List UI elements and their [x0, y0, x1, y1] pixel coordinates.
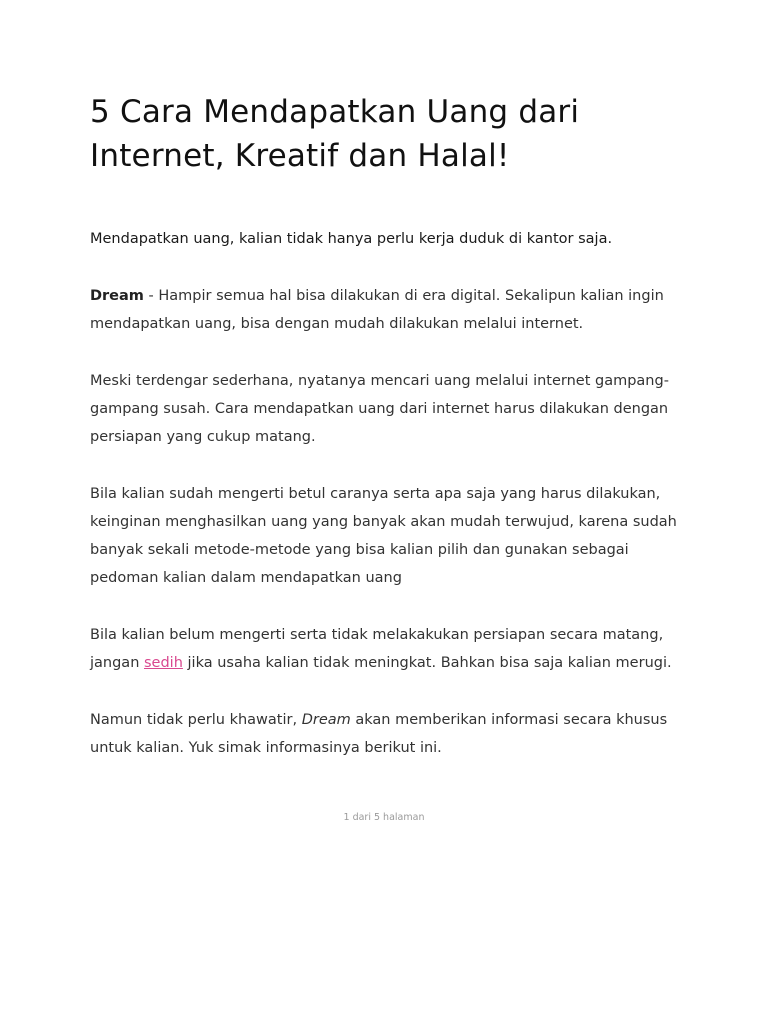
- article-lead: Mendapatkan uang, kalian tidak hanya perlu kerja duduk di kantor saja.: [90, 231, 613, 247]
- sedih-link[interactable]: sedih: [144, 655, 183, 671]
- source-label: Dream: [90, 288, 144, 304]
- paragraph-4-text-before: Bila kalian belum mengerti serta tidak melakakukan persiapan secara matang, jangan: [90, 627, 664, 671]
- article-title: 5 Cara Mendapatkan Uang dari Internet, Kreatif dan Halal!: [90, 94, 580, 174]
- article-body: [90, 282, 690, 791]
- paragraph-5: [90, 706, 690, 762]
- dream-emphasis: Dream: [301, 712, 351, 728]
- paragraph-4-text-after: jika usaha kalian tidak meningkat. Bahkan bisa saja kalian merugi.: [182, 655, 672, 671]
- paragraph-3: Bila kalian sudah mengerti betul caranya serta apa saja yang harus dilakukan, keinginan menghasilkan uang yang banyak akan mudah terwujud, karena sudah banyak sekali metode-metode yang bisa kalian pilih dan gunakan sebagai pedoman kalian dalam mendapatkan uang: [90, 486, 677, 586]
- paragraph-1: [90, 282, 690, 338]
- paragraph-1-text: - Hampir semua hal bisa dilakukan di era digital. Sekalipun kalian ingin mendapatkan uang, bisa dengan mudah dilakukan melalui internet.: [90, 288, 664, 332]
- paragraph-5-text-after: akan memberikan informasi secara khusus untuk kalian. Yuk simak informasinya berikut ini.: [90, 712, 668, 756]
- paragraph-5-text-before: Namun tidak perlu khawatir,: [90, 712, 302, 728]
- page-indicator: 1 dari 5 halaman: [343, 812, 425, 823]
- paragraph-2: Meski terdengar sederhana, nyatanya mencari uang melalui internet gampang-gampang susah. Cara mendapatkan uang dari internet harus dilakukan dengan persiapan yang cukup matang.: [90, 373, 669, 445]
- paragraph-4: [90, 621, 690, 677]
